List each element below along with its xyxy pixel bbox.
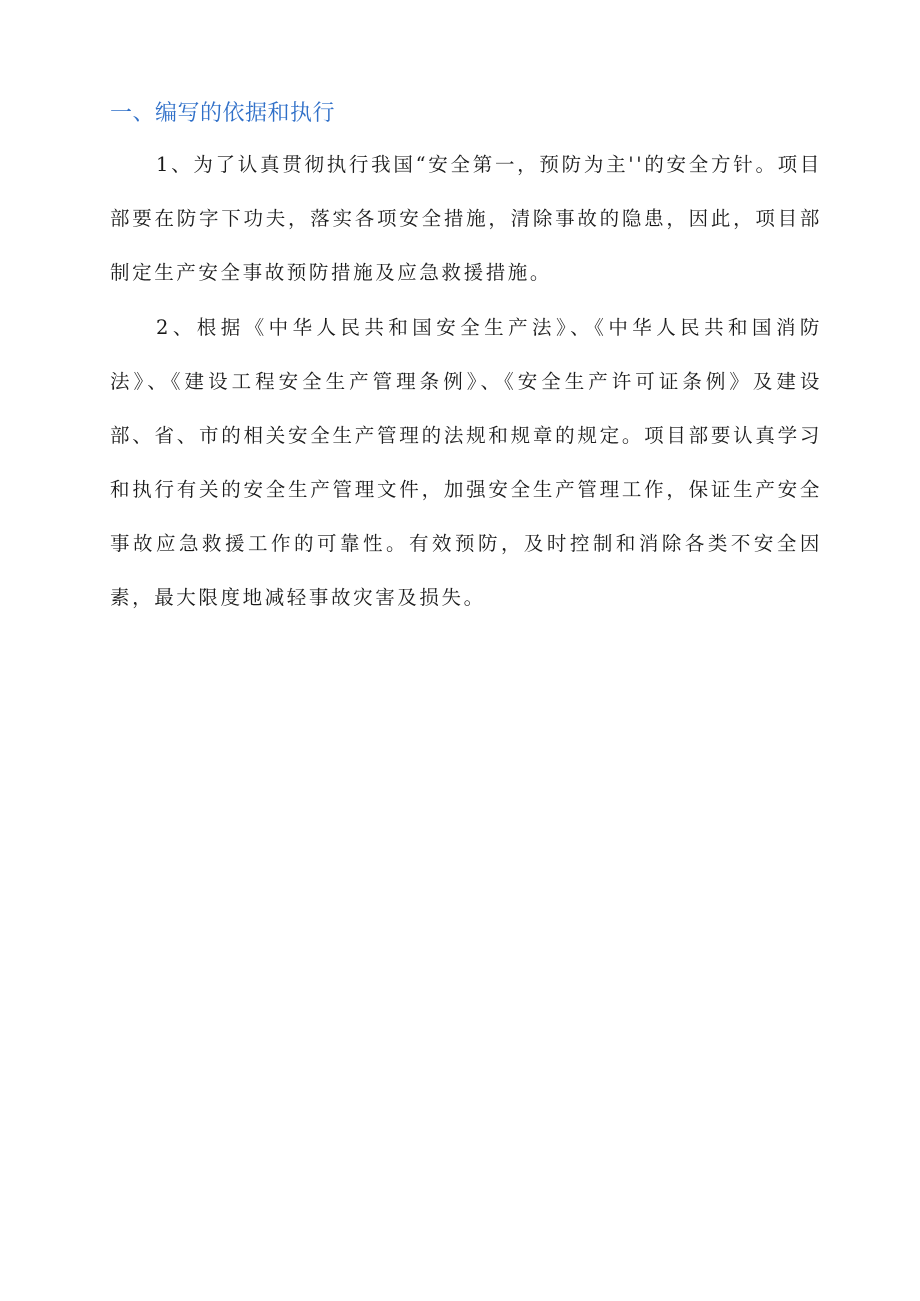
section-heading: 一、编写的依据和执行 [110, 101, 336, 126]
paragraph-2: 2、根据《中华人民共和国安全生产法》、《中华人民共和国消防法》、《建设工程安全生产管理条例》、《安全生产许可证条例》及建设部、省、市的相关安全生产管理的法规和规章的规定。项目部要认真学习和执行有关的安全生产管理文件，加强安全生产管理工作，保证生产安全事故应急救援工作的可靠性。有效预防，及时控制和消除各类不安全因素，最大限度地减轻事故灾害及损失。 [110, 316, 822, 609]
paragraph-1: 1、为了认真贯彻执行我国“安全第一，预防为主''的安全方针。项目部要在防字下功夫，落实各项安全措施，清除事故的隐患，因此，项目部制定生产安全事故预防措施及应急救援措施。 [110, 153, 822, 284]
